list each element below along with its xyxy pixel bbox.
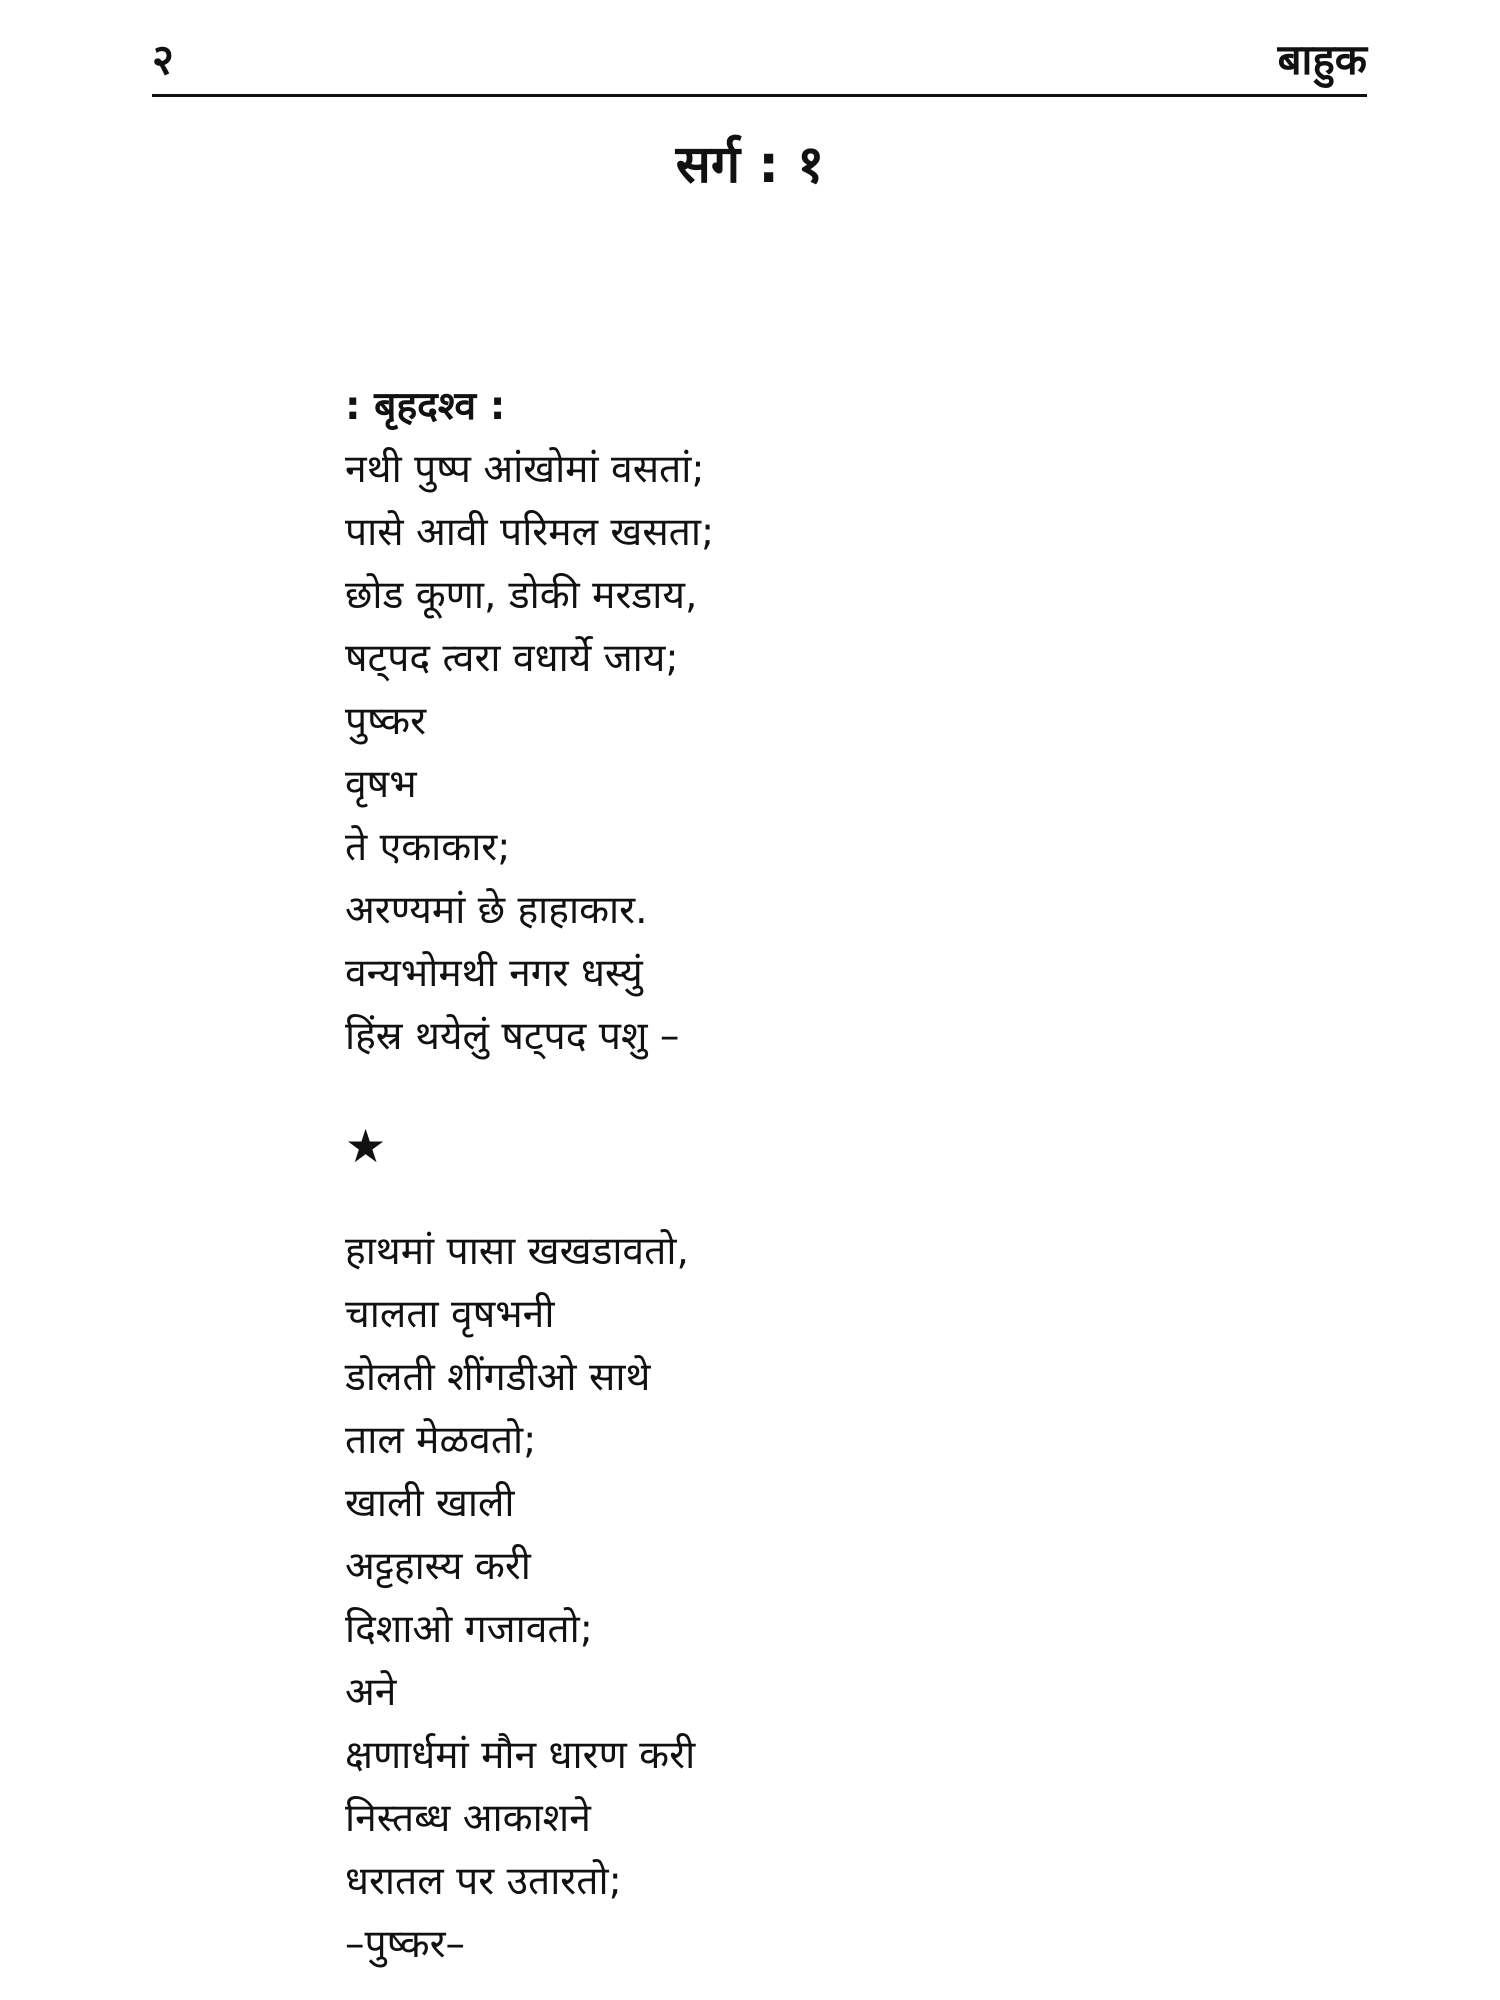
poem-line: छोड कूणा, डोकी मरडाय, [345,573,698,618]
poem-line: खाली खाली [345,1481,515,1526]
poem-line: वन्यभोमथी नगर धस्युं [345,951,643,996]
speaker-heading: : बृहदश्व : [345,384,506,429]
poem-line: धरातल पर उतारतो; [345,1859,622,1904]
chapter-title: सर्ग : १ [675,135,825,195]
poem-line: दिशाओ गजावतो; [345,1607,593,1652]
poem-line: क्षणार्धमां मौन धारण करी [345,1733,696,1778]
poem-body [345,375,1245,1976]
poem-line: हाथमां पासा खखडावतो, [345,1229,689,1274]
poem-line: नथी पुष्प आंखोमां वसतां; [345,447,705,492]
header-rule [152,94,1367,97]
poem-line: चालता वृषभनी [345,1292,555,1337]
poem-line: ते एकाकार; [345,825,511,870]
poem-line: हिंस्र थयेलुं षट्पद पशु – [345,1014,680,1059]
running-title: बाहुक [1277,35,1367,84]
poem-line: वृषभ [345,762,417,807]
poem-line: अट्टहास्य करी [345,1544,531,1589]
poem-line: पुष्कर [345,699,427,744]
page-header [152,30,1367,100]
star-separator-icon: ★ [345,1119,387,1173]
poem-line: डोलती शींगडीओ साथे [345,1355,651,1400]
poem-line: अने [345,1670,397,1715]
poem-line: ताल मेळवतो; [345,1418,537,1463]
poem-line: –पुष्कर– [345,1922,466,1967]
page-number: २ [152,35,174,84]
poem-line: अरण्यमां छे हाहाकार. [345,888,648,933]
poem-line: पासे आवी परिमल खसता; [345,510,715,555]
poem-line: निस्तब्ध आकाशने [345,1796,591,1841]
poem-line: षट्पद त्वरा वधार्ये जाय; [345,636,679,681]
